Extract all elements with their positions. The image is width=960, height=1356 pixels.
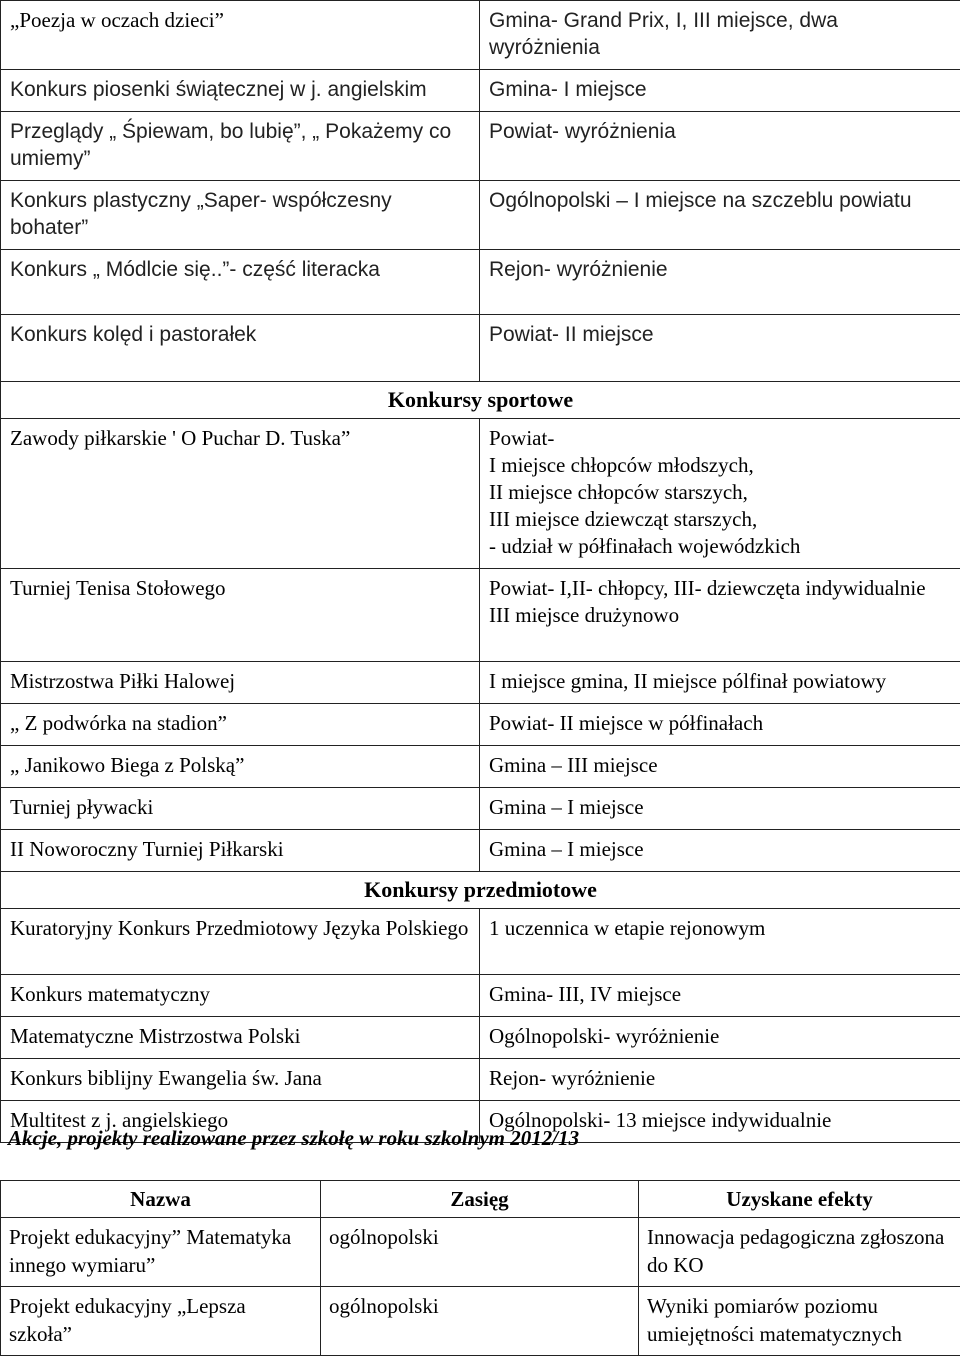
table-row — [1, 1, 960, 70]
contest-name: Konkurs biblijny Ewangelia św. Jana — [1, 1059, 480, 1101]
table-row — [1, 704, 960, 746]
projects-table — [0, 1180, 960, 1356]
project-effects: Innowacja pedagogiczna zgłoszona do KO — [639, 1218, 960, 1287]
table-row — [1, 112, 960, 181]
table-row — [1, 1017, 960, 1059]
contest-result: Powiat- II miejsce w półfinałach — [480, 704, 960, 746]
subjects-section-title: Konkursy przedmiotowe — [1, 872, 960, 909]
table-row — [1, 1287, 960, 1356]
result-line: I miejsce chłopców młodszych, — [489, 452, 952, 479]
table-row — [1, 746, 960, 788]
contest-name: Konkurs „ Módlcie się..”- część literacka — [1, 250, 480, 315]
contest-name: Konkurs kolęd i pastorałek — [1, 315, 480, 382]
sports-section-title: Konkursy sportowe — [1, 382, 960, 419]
result-line: II miejsce chłopców starszych, — [489, 479, 952, 506]
table-row — [1, 909, 960, 975]
contest-name: II Noworoczny Turniej Piłkarski — [1, 830, 480, 872]
contest-result: Ogólnopolski – I miejsce na szczeblu powiatu — [480, 181, 960, 250]
table-header-row — [1, 1181, 960, 1218]
project-name: Projekt edukacyjny „Lepsza szkoła” — [1, 1287, 321, 1356]
contest-name: Turniej pływacki — [1, 788, 480, 830]
table-row — [1, 830, 960, 872]
contest-result: Rejon- wyróżnienie — [480, 250, 960, 315]
contest-name: „Poezja w oczach dzieci” — [1, 1, 480, 70]
contest-result: Rejon- wyróżnienie — [480, 1059, 960, 1101]
table-row — [1, 419, 960, 569]
contest-name: Mistrzostwa Piłki Halowej — [1, 662, 480, 704]
contest-result: I miejsce gmina, II miejsce pólfinał powiatowy — [480, 662, 960, 704]
section-header-row — [1, 382, 960, 419]
contest-name: Multitest z j. angielskiego — [1, 1101, 480, 1143]
contest-name: Przeglądy „ Śpiewam, bo lubię”, „ Pokażemy co umiemy” — [1, 112, 480, 181]
table-row — [1, 662, 960, 704]
table-row — [1, 975, 960, 1017]
contest-name: Kuratoryjny Konkurs Przedmiotowy Języka Polskiego — [1, 909, 480, 975]
result-line: - udział w półfinałach wojewódzkich — [489, 533, 952, 560]
contest-result — [480, 419, 960, 569]
achievements-body — [1, 1, 960, 1143]
table-row — [1, 181, 960, 250]
table-row — [1, 315, 960, 382]
table-row — [1, 70, 960, 112]
contest-name: Turniej Tenisa Stołowego — [1, 569, 480, 662]
contest-result: Gmina- Grand Prix, I, III miejsce, dwa wyróżnienia — [480, 1, 960, 70]
column-header-scope: Zasięg — [321, 1181, 639, 1218]
contest-result: Gmina- I miejsce — [480, 70, 960, 112]
contest-result: Gmina – I miejsce — [480, 830, 960, 872]
contest-result: Ogólnopolski- 13 miejsce indywidualnie — [480, 1101, 960, 1143]
result-line: III miejsce dziewcząt starszych, — [489, 506, 952, 533]
table-row — [1, 1218, 960, 1287]
result-line: Powiat- — [489, 425, 952, 452]
table-row — [1, 250, 960, 315]
project-effects: Wyniki pomiarów poziomu umiejętności matematycznych — [639, 1287, 960, 1356]
contest-result: Gmina – III miejsce — [480, 746, 960, 788]
contest-result — [480, 569, 960, 662]
project-scope: ogólnopolski — [321, 1287, 639, 1356]
contest-name: Matematyczne Mistrzostwa Polski — [1, 1017, 480, 1059]
contest-name: „ Z podwórka na stadion” — [1, 704, 480, 746]
table-row — [1, 569, 960, 662]
contest-result: Gmina- III, IV miejsce — [480, 975, 960, 1017]
contest-result: 1 uczennica w etapie rejonowym — [480, 909, 960, 975]
contest-result: Powiat- II miejsce — [480, 315, 960, 382]
table-row — [1, 1059, 960, 1101]
contest-name: Zawody piłkarskie ' O Puchar D. Tuska” — [1, 419, 480, 569]
project-scope: ogólnopolski — [321, 1218, 639, 1287]
contest-name: „ Janikowo Biega z Polską” — [1, 746, 480, 788]
project-name: Projekt edukacyjny” Matematyka innego wymiaru” — [1, 1218, 321, 1287]
contest-name: Konkurs piosenki świątecznej w j. angielskim — [1, 70, 480, 112]
contest-result: Gmina – I miejsce — [480, 788, 960, 830]
column-header-effects: Uzyskane efekty — [639, 1181, 960, 1218]
section-header-row — [1, 872, 960, 909]
column-header-name: Nazwa — [1, 1181, 321, 1218]
contest-name: Konkurs plastyczny „Saper- współczesny bohater” — [1, 181, 480, 250]
table-row — [1, 788, 960, 830]
contest-name: Konkurs matematyczny — [1, 975, 480, 1017]
projects-heading: Akcje, projekty realizowane przez szkołę w roku szkolnym 2012/13 — [8, 1124, 579, 1152]
result-line: Powiat- I,II- chłopcy, III- dziewczęta indywidualnie — [489, 575, 952, 602]
result-line: III miejsce drużynowo — [489, 602, 952, 629]
contest-result: Ogólnopolski- wyróżnienie — [480, 1017, 960, 1059]
contest-result: Powiat- wyróżnienia — [480, 112, 960, 181]
